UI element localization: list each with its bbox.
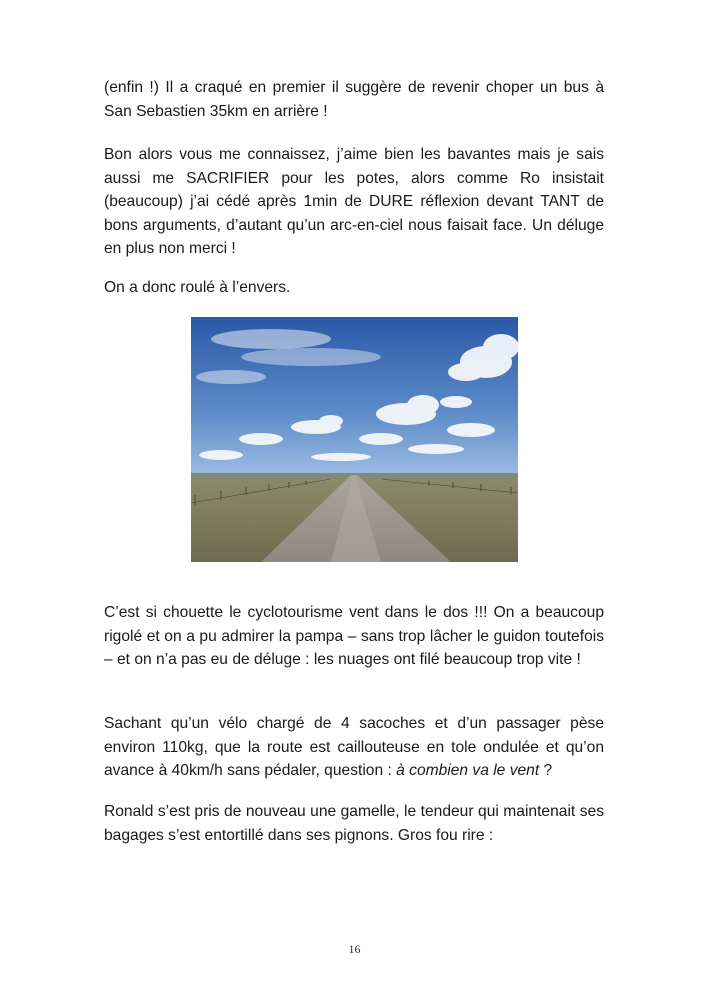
paragraph-5-italic: à combien va le vent: [396, 762, 540, 779]
page-number: 16: [348, 942, 361, 956]
paragraph-5-end: ?: [539, 762, 553, 779]
paragraph-6: Ronald s’est pris de nouveau une gamelle, le tendeur qui maintenait ses bagages s’est entortillé dans ses pignons. Gros fou rire :: [104, 803, 604, 844]
paragraph-2: Bon alors vous me connaissez, j’aime bien les bavantes mais je sais aussi me SACRIFIER pour les potes, alors comme Ro insistait (beaucoup) j’ai cédé après 1min de DURE réflexion devant TANT de bons arguments, d’autant qu’un arc-en-ciel nous faisait face. Un déluge en plus non merci !: [104, 146, 604, 257]
paragraph-1: (enfin !) Il a craqué en premier il suggère de revenir choper un bus à San Sebastien 35km en arrière !: [104, 79, 604, 120]
paragraph-5-text: Sachant qu’un vélo chargé de 4 sacoches et d’un passager pèse environ 110kg, que la route est caillouteuse en tole ondulée et qu’on avance à 40km/h sans pédaler, question :: [104, 715, 604, 779]
paragraph-5: [104, 712, 604, 783]
paragraph-3: On a donc roulé à l’envers.: [104, 279, 291, 296]
road-landscape-illustration: [191, 317, 518, 562]
road-landscape-photo: [191, 317, 518, 562]
paragraph-4: C’est si chouette le cyclotourisme vent dans le dos !!! On a beaucoup rigolé et on a pu admirer la pampa – sans trop lâcher le guidon toutefois – et on n’a pas eu de déluge : les nuages ont filé beaucoup trop vite !: [104, 604, 604, 668]
